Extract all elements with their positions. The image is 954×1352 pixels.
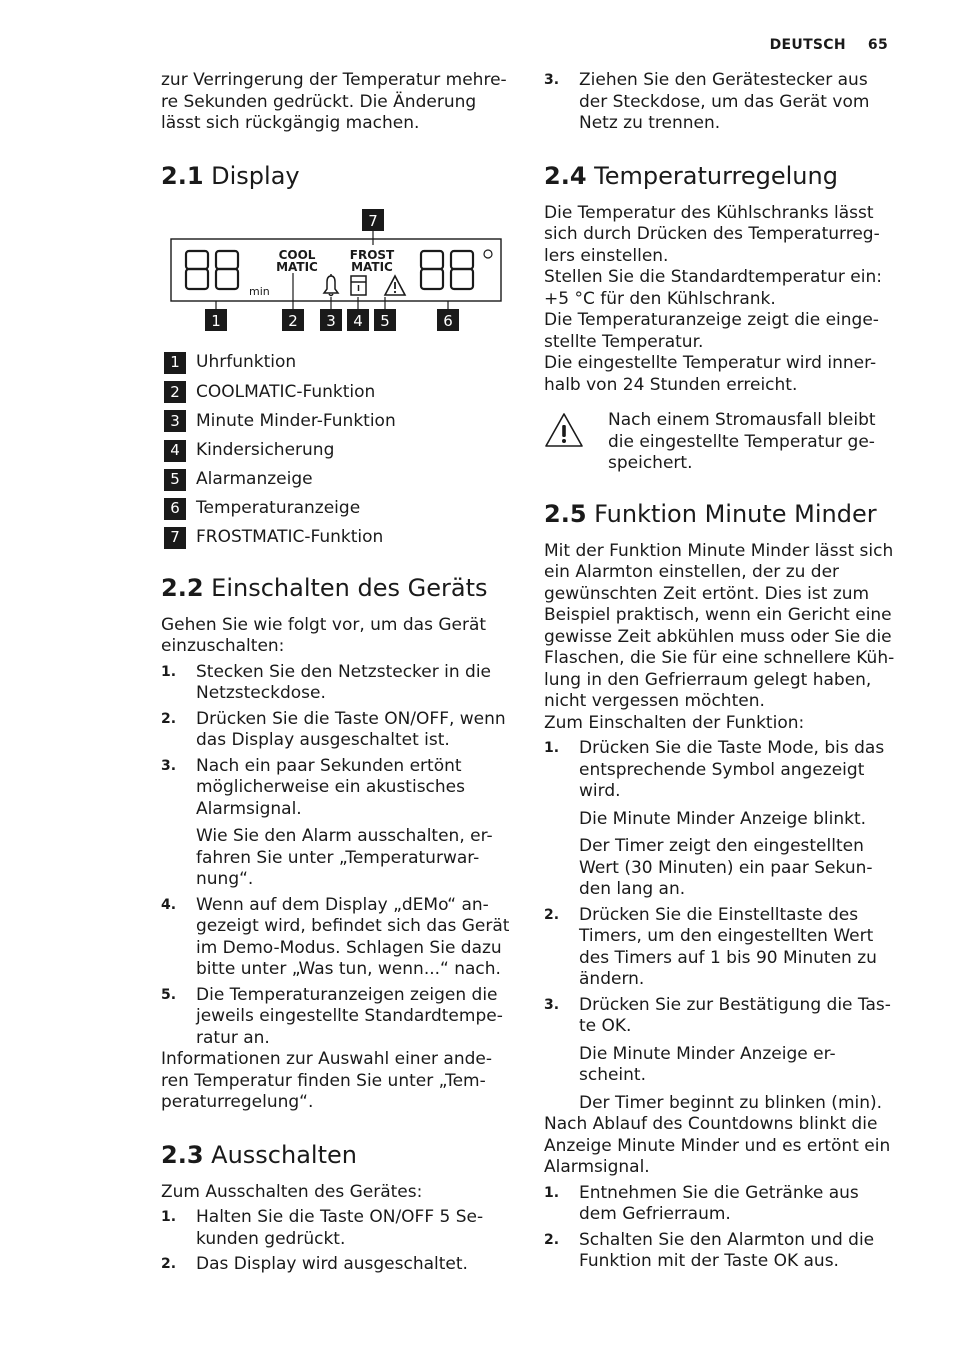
list-item: 2. Drücken Sie die Einstelltaste des Timers, um den eingestellten Wert des Timers auf 1 bis 90 Minuten zu ändern. — [544, 904, 877, 989]
callout-1-label: 1 — [211, 311, 221, 330]
header-section: DEUTSCH — [769, 37, 846, 53]
section-2-4-p2: Stellen Sie die Standardtemperatur ein: +5 °C für den Kühlschrank. — [544, 267, 882, 309]
legend-item: 7 FROSTMATIC-Funktion — [161, 524, 516, 553]
legend-item: 5 Alarmanzeige — [161, 465, 516, 494]
section-2-3-heading: 2.3 Ausschalten — [161, 1140, 357, 1169]
section-2-5-steps-2-3 — [544, 905, 896, 1038]
page-number: 65 — [867, 37, 888, 53]
callout-4-label: 4 — [353, 311, 363, 330]
intro-text: zur Verringerung der Temperatur mehre-re Sekunden gedrückt. Die Änderung lässt sich rückgängig machen. — [161, 70, 507, 133]
callout-6-label: 6 — [443, 311, 453, 330]
section-2-5-final-steps — [544, 1183, 896, 1273]
section-2-4-p4: Die eingestellte Temperatur wird inner-halb von 24 Stunden erreicht. — [544, 353, 877, 395]
degree-icon — [484, 250, 492, 258]
list-item: 1. Halten Sie die Taste ON/OFF 5 Se-kunden gedrückt. — [161, 1207, 484, 1249]
list-item: 1. Stecken Sie den Netzstecker in die Netzsteckdose. — [161, 661, 492, 704]
list-item: 1. Drücken Sie die Taste Mode, bis das entsprechende Symbol angezeigt wird. — [544, 738, 885, 801]
display-panel-illustration — [161, 205, 516, 349]
display-diagram — [161, 205, 516, 349]
list-item: 5. Die Temperaturanzeigen zeigen die jeweils eingestellte Standardtempe-ratur an. — [161, 984, 503, 1048]
clock-digits — [186, 251, 238, 289]
page-header — [770, 37, 888, 53]
section-2-5-heading: 2.5 Funktion Minute Minder — [544, 499, 877, 528]
section-2-1-heading: 2.1 Display — [161, 161, 300, 190]
section-2-2-steps — [161, 662, 516, 821]
section-2-2-outro: Informationen zur Auswahl einer ande-ren Temperatur finden Sie unter „Tem-peraturregelung“. — [161, 1049, 493, 1113]
step-3-note-2: Der Timer beginnt zu blinken (min). — [579, 1092, 883, 1113]
right-column — [544, 70, 896, 1273]
coolmatic-label-1: COOL — [278, 247, 316, 262]
step-1-note-2: Der Timer zeigt den eingestellten Wert (30 Minuten) ein paar Sekun-den lang an. — [579, 836, 873, 899]
list-item: 4. Wenn auf dem Display „dEMo“ an-gezeigt wird, befindet sich das Gerät im Demo-Modus. Schlagen Sie dazu bitte unter „Was tun, wenn...“ nach. — [161, 894, 510, 980]
legend-item: 3 Minute Minder-Funktion — [161, 407, 516, 436]
section-2-2-heading: 2.2 Einschalten des Geräts — [161, 573, 488, 602]
display-legend — [161, 349, 516, 553]
section-2-3-intro: Zum Ausschalten des Gerätes: — [161, 1181, 423, 1202]
list-item: 2. Drücken Sie die Taste ON/OFF, wenn das Display ausgeschaltet ist. — [161, 708, 506, 751]
callout-7-label: 7 — [368, 211, 378, 230]
legend-item: 1 Uhrfunktion — [161, 349, 516, 378]
section-2-4-p3: Die Temperaturanzeige zeigt die einge-stellte Temperatur. — [544, 310, 879, 352]
list-item: 3. Ziehen Sie den Gerätestecker aus der Steckdose, um das Gerät vom Netz zu trennen. — [544, 70, 870, 133]
section-2-5-p2: Zum Einschalten der Funktion: — [544, 712, 805, 733]
list-item: 1. Entnehmen Sie die Getränke aus dem Gefrierraum. — [544, 1182, 859, 1224]
list-item: 3. Drücken Sie zur Bestätigung die Tas-te OK. — [544, 994, 891, 1036]
frostmatic-label-1: FROST — [349, 247, 395, 262]
callout-5-label: 5 — [380, 311, 390, 330]
warning-note — [544, 410, 896, 475]
warning-icon — [544, 410, 608, 475]
callout-2-label: 2 — [288, 311, 298, 330]
coolmatic-label-2: MATIC — [276, 259, 318, 274]
section-2-5-p1: Mit der Funktion Minute Minder lässt sich ein Alarmton einstellen, der zu der gewünschten Zeit ertönt. Dies ist zum Beispiel praktisch, wenn ein Gericht eine gewisse Zeit abkühlen muss oder Sie die Flaschen, die Sie für eine schnellere Küh-lung in den Gefrierraum gelegt haben, nicht vergessen möchten. — [544, 540, 895, 711]
temperature-digits — [421, 251, 473, 289]
legend-item: 2 COOLMATIC-Funktion — [161, 378, 516, 407]
min-label: min — [249, 284, 270, 298]
section-2-5-step-1 — [544, 738, 896, 803]
left-column — [161, 70, 516, 1276]
legend-item: 6 Temperaturanzeige — [161, 494, 516, 523]
list-item: 2. Das Display wird ausgeschaltet. — [161, 1254, 468, 1275]
alarm-icon — [385, 276, 405, 295]
child-lock-icon — [351, 276, 366, 295]
legend-item: 4 Kindersicherung — [161, 436, 516, 465]
section-2-3-steps — [161, 1207, 516, 1276]
section-2-4-heading: 2.4 Temperaturregelung — [544, 161, 838, 190]
section-2-2-steps-cont — [161, 895, 516, 1050]
step-3-note-1: Die Minute Minder Anzeige er-scheint. — [579, 1043, 836, 1085]
section-2-2-intro: Gehen Sie wie folgt vor, um das Gerät einzuschalten: — [161, 614, 487, 657]
section-2-4-p1: Die Temperatur des Kühlschranks lässt sich durch Drücken des Temperaturreg-lers einstellen. — [544, 202, 880, 266]
top-step — [544, 70, 896, 135]
step-3-note: Wie Sie den Alarm ausschalten, er-fahren Sie unter „Temperaturwar-nung“. — [196, 826, 493, 890]
bell-icon — [324, 274, 338, 296]
callout-3-label: 3 — [326, 311, 336, 330]
section-2-5-p3: Nach Ablauf des Countdowns blinkt die Anzeige Minute Minder und es ertönt ein Alarmsignal. — [544, 1114, 891, 1177]
frostmatic-label-2: MATIC — [351, 259, 393, 274]
step-1-note-1: Die Minute Minder Anzeige blinkt. — [579, 808, 867, 829]
warning-text: Nach einem Stromausfall bleibt die eingestellte Temperatur ge-speichert. — [608, 410, 876, 473]
list-item: 2. Schalten Sie den Alarmton und die Funktion mit der Taste OK aus. — [544, 1229, 875, 1271]
list-item: 3. Nach ein paar Sekunden ertönt möglicherweise ein akustisches Alarmsignal. — [161, 755, 465, 819]
